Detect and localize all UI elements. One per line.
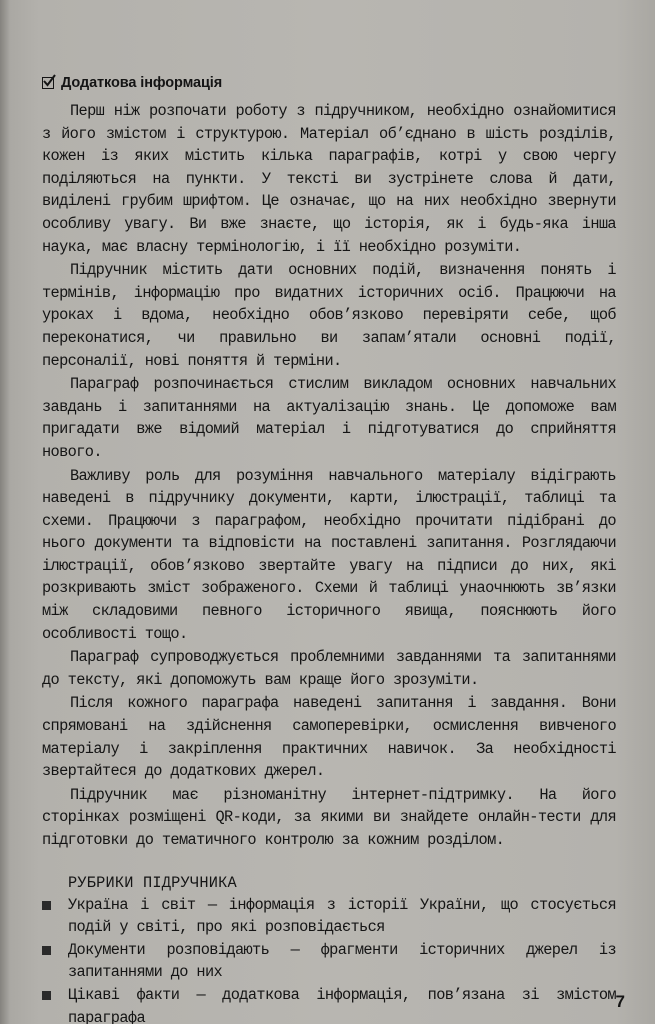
rubrics-title: РУБРИКИ ПІДРУЧНИКА xyxy=(68,873,237,892)
checkbox-icon xyxy=(42,77,54,89)
square-bullet-icon xyxy=(42,946,51,955)
paragraph-3: Параграф розпочинається стислим викладом основних навчальних завдань і запитаннями на актуалізацію знань. Це допоможе вам пригадати вже відомий матеріал і підготуватися до сприйняття нового. xyxy=(42,375,616,461)
section-header xyxy=(42,72,616,94)
rubric-item xyxy=(42,939,616,984)
page-content xyxy=(42,72,616,1024)
rubric-text: Документи розповідають — фрагменти історичних джерел із запитаннями до них xyxy=(68,940,616,982)
paragraph-6: Після кожного параграфа наведені запитання і завдання. Вони спрямовані на здійснення самоперевірки, осмислення вивченого матеріалу і закріплення практичних навичок. За необхідності звертайтеся до додаткових джерел. xyxy=(42,694,616,781)
paragraph-7: Підручник має різноманітну інтернет-підтримку. На його сторінках розміщені QR-коди, за якими ви знайдете онлайн-тести для підготовки до тематичного контролю за кожним розділом. xyxy=(42,785,616,849)
section-title: Додаткова інформація xyxy=(61,75,223,91)
square-bullet-icon xyxy=(42,901,51,910)
rubric-text: Цікаві факти — додаткова інформація, пов’язана зі змістом параграфа xyxy=(68,985,616,1024)
rubric-text: Україна і світ — інформація з історії України, що стосується подій у світі, про які розповідається xyxy=(68,895,616,937)
paragraph-4: Важливу роль для розуміння навчального матеріалу відіграють наведені в підручнику документи, карти, ілюстрації, таблиці та схеми. Працюючи з параграфом, необхідно прочитати підібрані до нього документи та відповісти на поставлені запитання. Розглядаючи ілюстрації, обов’язково звертайте увагу на підписи до них, які розкривають зміст зображеного. Схеми й таблиці унаочнюють зв’язки між складовими певного історичного явища, пояснюють його особливості тощо. xyxy=(42,466,616,643)
page-number: 7 xyxy=(615,992,625,1011)
paragraph-2: Підручник містить дати основних подій, визначення понять і термінів, інформацію про видатних історичних осіб. Працюючи на уроках і вдома, необхідно обов’язково перевіряти себе, щоб переконатися, чи правильно ви запам’ятали основні події, персоналії, нові поняття й терміни. xyxy=(42,261,616,370)
paragraph-1: Перш ніж розпочати роботу з підручником, необхідно ознайомитися з його змістом і структурою. Матеріал об’єднано в шість розділів, кожен із яких містить кілька параграфів, котрі у свою чергу поділяються на пункти. У тексті ви зустрінете слова й дати, виділені грубим шрифтом. Це означає, що на них необхідно звернути особливу увагу. Ви вже знаєте, що історія, як і будь-яка інша наука, має власну термінологію, і її необхідно розуміти. xyxy=(42,102,616,256)
rubrics-section xyxy=(42,872,616,1024)
rubric-item xyxy=(42,984,616,1024)
rubric-item xyxy=(42,894,616,939)
paragraph-5: Параграф супроводжується проблемними завданнями та запитаннями до тексту, які допоможуть вам краще його зрозуміти. xyxy=(42,648,616,689)
spine-shadow xyxy=(0,0,10,1024)
square-bullet-icon xyxy=(42,991,51,1000)
